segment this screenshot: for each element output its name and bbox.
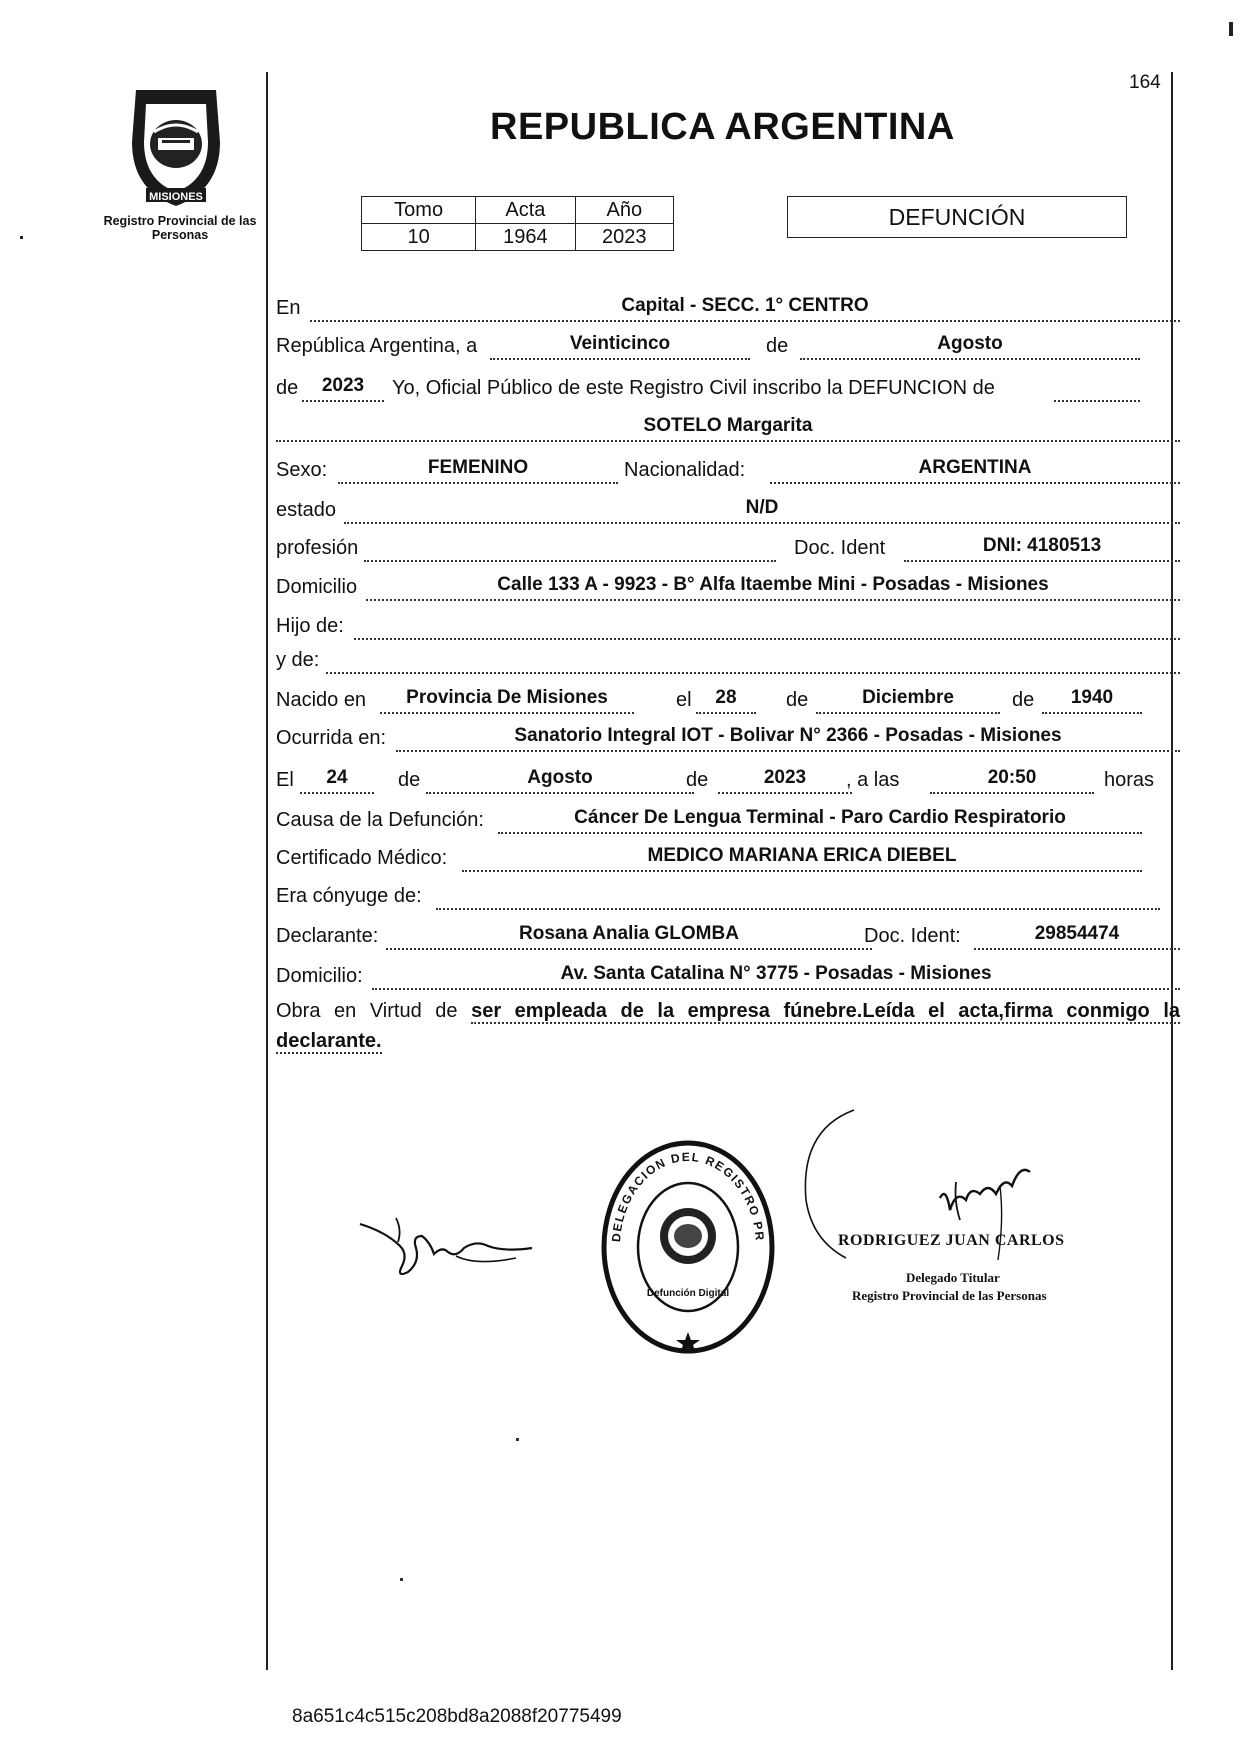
en-label: En [276,297,301,319]
svg-text:DELEGACION DEL REGISTRO PROVIN: DELEGACION DEL REGISTRO PR [609,1149,767,1243]
decl-doc-label: Doc. Ident: [864,925,961,947]
fecha-de1-label: de [398,769,421,791]
row-decl-domicilio [276,956,1180,992]
fecha-el-label: El [276,769,294,791]
ocurrida-label: Ocurrida en: [276,727,387,749]
declarant-signature [356,1196,536,1286]
registro-logo [116,82,236,210]
declarante-field [386,918,872,950]
anio-label: Año [575,197,673,224]
hora-value: 20:50 [987,767,1037,788]
row-causa [276,800,1180,836]
nac-de1-label: de [786,689,809,711]
page-dot [20,236,23,239]
anio-field [302,370,384,402]
record-type: DEFUNCIÓN [888,204,1026,230]
row-profesion [276,528,1180,564]
nacido-lugar-field [380,682,634,714]
fecha-dia-field [300,762,374,794]
domicilio-value: Calle 133 A - 9923 - B° Alfa Itaembe Mini - Posadas - Misiones [497,574,1049,595]
mes-field [800,328,1140,360]
nacionalidad-field [770,452,1180,484]
nac-anio-field [1042,682,1142,714]
hora-field [930,762,1094,794]
causa-value: Cáncer De Lengua Terminal - Paro Cardio Respiratorio [574,807,1066,828]
de-label: de [766,335,789,357]
dia-value: Veinticinco [569,333,671,354]
fecha-de2-label: de [686,769,709,791]
svg-text:Defunción Digital: Defunción Digital [646,1288,730,1299]
nac-mes-value: Diciembre [862,687,954,708]
profesion-label: profesión [276,537,359,559]
certificado-field [462,840,1142,872]
anio-pre-label: de [276,377,299,399]
row-yde [276,640,1180,676]
row-certificado [276,838,1180,874]
nacionalidad-value: ARGENTINA [918,457,1032,478]
obra-label: Obra en Virtud de [276,1000,458,1022]
domicilio-label: Domicilio [276,576,358,598]
declarante-value: Rosana Analia GLOMBA [519,923,739,944]
inscribo-text: Yo, Oficial Público de este Registro Civil inscribo la DEFUNCION de [392,377,995,399]
obra-paragraph [276,996,1180,1056]
lugar-field [310,290,1180,322]
nacido-lugar-value: Provincia De Misiones [406,687,608,708]
logo-caption: Registro Provincial de las Personas [103,214,257,242]
document-hash: 8a651c4c515c208bd8a2088f20775499 [292,1706,622,1727]
doc-label: Doc. Ident [794,537,886,559]
anio-value: 2023 [575,224,673,251]
decl-doc-value: 29854474 [1034,923,1120,944]
ocurrida-value: Sanatorio Integral IOT - Bolivar N° 2366 - Posadas - Misiones [514,725,1062,746]
row-conyuge [276,876,1180,912]
record-table [361,196,674,251]
declarante-label: Declarante: [276,925,379,947]
lugar-value: Capital - SECC. 1° CENTRO [621,295,869,316]
record-type-box [787,196,1127,238]
nacido-label: Nacido en [276,689,367,711]
row-estado [276,490,1180,526]
doc-field [904,530,1180,562]
nac-dia-value: 28 [715,687,737,708]
decl-dom-field [372,958,1180,990]
conyuge-field [436,878,1160,910]
alas-label: , a las [846,769,900,791]
official-name: RODRIGUEZ JUAN CARLOS [838,1232,1065,1249]
row-hijo [276,606,1180,642]
nombre-value: SOTELO Margarita [643,415,813,436]
ocurrida-field [396,720,1180,752]
nac-anio-value: 1940 [1070,687,1114,708]
acta-value: 1964 [476,224,575,251]
official-signature [800,1090,1060,1290]
sexo-value: FEMENINO [427,457,529,478]
republica-label: República Argentina, a [276,335,478,357]
left-margin-line [266,72,268,1670]
profesion-field [364,530,776,562]
row-nacido [276,680,1180,716]
hijo-field [354,608,1180,640]
nac-de2-label: de [1012,689,1035,711]
row-sexo [276,450,1180,486]
el-label: el [676,689,692,711]
nac-mes-field [816,682,1000,714]
official-role: Delegado Titular [906,1270,1000,1285]
row-republica [276,326,1180,362]
official-org: Registro Provincial de las Personas [852,1288,1047,1303]
row-inscribo [276,368,1180,404]
nombre-field [276,410,1180,442]
acta-label: Acta [476,197,575,224]
sexo-field [338,452,618,484]
svg-text:MISIONES: MISIONES [149,191,203,203]
estado-label: estado [276,499,337,521]
page-title: REPUBLICA ARGENTINA [490,106,955,148]
row-en [276,288,1180,324]
nac-dia-field [696,682,756,714]
mes-value: Agosto [937,333,1003,354]
yde-label: y de: [276,649,320,671]
certificado-value: MEDICO MARIANA ERICA DIEBEL [647,845,957,866]
nacionalidad-label: Nacionalidad: [624,459,746,481]
official-seal [598,1136,778,1358]
anio-field-value: 2023 [321,375,365,396]
fecha-dia-value: 24 [326,767,348,788]
inscribo-tail-field [1054,370,1140,402]
fecha-anio-field [718,762,852,794]
decl-dom-label: Domicilio: [276,965,363,987]
row-ocurrida [276,718,1180,754]
row-domicilio [276,567,1180,603]
stray-dot [400,1578,403,1581]
tomo-label: Tomo [362,197,476,224]
dia-field [490,328,750,360]
doc-value: DNI: 4180513 [982,535,1102,556]
fecha-mes-field [426,762,694,794]
page-number: 164 [1129,72,1161,93]
decl-dom-value: Av. Santa Catalina N° 3775 - Posadas - Misiones [560,963,992,984]
obra-text: ser empleada de la empresa fúnebre.Leída el acta,firma conmigo la declarante. [276,1000,1180,1052]
estado-value: N/D [745,497,779,518]
row-nombre [276,408,1180,444]
fecha-mes-value: Agosto [527,767,593,788]
sexo-label: Sexo: [276,459,328,481]
yde-field [326,642,1180,674]
row-fecha [276,760,1180,796]
conyuge-label: Era cónyuge de: [276,885,422,907]
causa-label: Causa de la Defunción: [276,809,484,831]
stray-dot [516,1438,519,1441]
horas-label: horas [1104,769,1155,791]
tomo-value: 10 [362,224,476,251]
page-corner-mark [1229,22,1233,36]
row-declarante [276,916,1180,952]
estado-field [344,492,1180,524]
fecha-anio-value: 2023 [763,767,807,788]
domicilio-field [366,569,1180,601]
certificado-label: Certificado Médico: [276,847,448,869]
causa-field [498,802,1142,834]
decl-doc-field [974,918,1180,950]
hijo-label: Hijo de: [276,615,344,637]
